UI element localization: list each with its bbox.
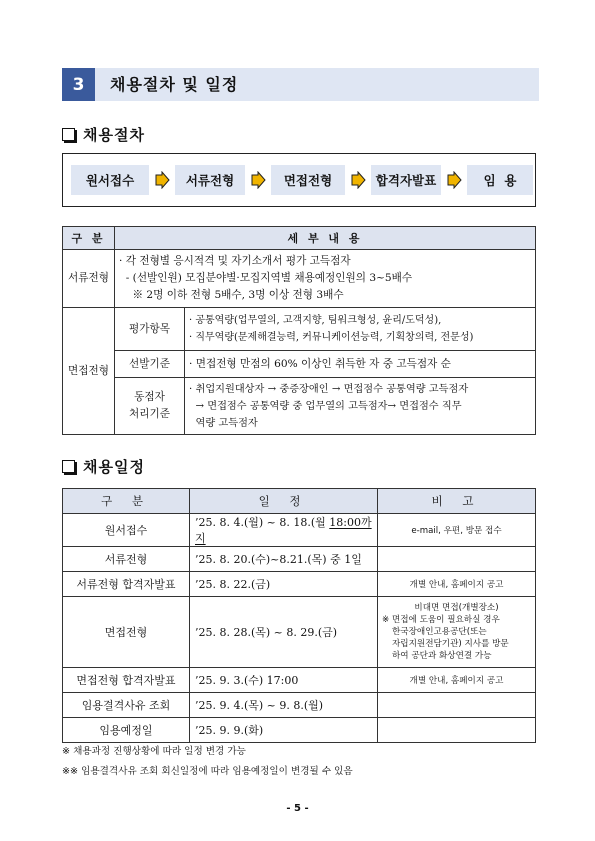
table-row: [63, 693, 536, 718]
schedule-date: ’25. 9. 4.(목) ~ 9. 8.(월): [190, 693, 378, 718]
table-row: [63, 718, 536, 743]
section-header: [62, 68, 539, 101]
schedule-note: 개별 안내, 홈페이지 공고: [378, 668, 536, 693]
table-header: 세 부 내 용: [115, 227, 536, 250]
schedule-item: 서류전형 합격자발표: [63, 572, 190, 597]
table-header-row: [63, 489, 536, 514]
table-row: [63, 308, 536, 351]
schedule-item: 임용결격사유 조회: [63, 693, 190, 718]
checkbox-square-icon: [62, 460, 75, 473]
flow-step: 면접전형: [271, 165, 345, 195]
row-label: 면접전형: [63, 308, 115, 435]
row-label: 서류전형: [63, 250, 115, 308]
schedule-date: ’25. 8. 28.(목) ~ 8. 29.(금): [190, 597, 378, 668]
schedule-date: ’25. 8. 4.(월) ~ 8. 18.(월 18:00까지: [190, 514, 378, 547]
table-row: [63, 668, 536, 693]
table-header: 비 고: [378, 489, 536, 514]
schedule-heading: [62, 456, 145, 477]
schedule-note: 비대면 면접(개별장소) ※ 면접에 도움이 필요하실 경우 한국장애인고용공단(또는 자립지원전담기관) 지사를 방문 하여 공단과 화상연결 가능: [378, 597, 536, 668]
table-header-row: [63, 227, 536, 250]
table-row: [63, 514, 536, 547]
schedule-item: 원서접수: [63, 514, 190, 547]
row-sublabel: 동점자 처리기준: [115, 378, 185, 435]
arrow-right-icon: [441, 171, 467, 189]
schedule-note: [378, 718, 536, 743]
schedule-item: 면접전형 합격자발표: [63, 668, 190, 693]
schedule-date: ’25. 9. 3.(수) 17:00: [190, 668, 378, 693]
checkbox-square-icon: [62, 128, 75, 141]
table-row: [63, 250, 536, 308]
table-header: 일 정: [190, 489, 378, 514]
schedule-date: ’25. 8. 20.(수)~8.21.(목) 중 1일: [190, 547, 378, 572]
schedule-note: e-mail, 우편, 방문 접수: [378, 514, 536, 547]
row-content: · 면접전형 만점의 60% 이상인 취득한 자 중 고득점자 순: [185, 351, 536, 378]
row-content: · 취업지원대상자 → 중증장애인 → 면접점수 공통역량 고득점자 → 면접점수 공통역량 중 업무열의 고득점자→ 면접점수 직무 역량 고득점자: [185, 378, 536, 435]
schedule-note: 개별 안내, 홈페이지 공고: [378, 572, 536, 597]
procedure-heading: [62, 124, 145, 145]
table-row: [63, 351, 536, 378]
footnote: ※※ 임용결격사유 조회 회신일정에 따라 임용예정일이 변경될 수 있음: [62, 766, 353, 777]
section-number: 3: [62, 68, 95, 101]
schedule-item: 면접전형: [63, 597, 190, 668]
table-header: 구 분: [63, 489, 190, 514]
schedule-note: [378, 547, 536, 572]
schedule-note: [378, 693, 536, 718]
footnote: ※ 채용과정 진행상황에 따라 일정 변경 가능: [62, 746, 246, 757]
arrow-right-icon: [345, 171, 371, 189]
table-header: 구 분: [63, 227, 115, 250]
procedure-flow: [62, 153, 536, 207]
schedule-heading-text: 채용일정: [83, 458, 145, 476]
procedure-heading-text: 채용절차: [83, 126, 145, 144]
page-number: - 5 -: [286, 803, 309, 814]
flow-step: 서류전형: [175, 165, 245, 195]
flow-step: 임 용: [467, 165, 533, 195]
procedure-table: [62, 226, 536, 435]
flow-step: 원서접수: [71, 165, 149, 195]
table-row: [63, 378, 536, 435]
schedule-table: [62, 488, 536, 743]
arrow-right-icon: [245, 171, 271, 189]
row-sublabel: 평가항목: [115, 308, 185, 351]
schedule-date: ’25. 8. 22.(금): [190, 572, 378, 597]
table-row: [63, 572, 536, 597]
schedule-item: 임용예정일: [63, 718, 190, 743]
row-content: · 공통역량(업무열의, 고객지향, 팀워크형성, 윤리/도덕성), · 직무역량(문제해결능력, 커뮤니케이션능력, 기획창의력, 전문성): [185, 308, 536, 351]
table-row: [63, 597, 536, 668]
arrow-right-icon: [149, 171, 175, 189]
flow-step: 합격자발표: [371, 165, 441, 195]
row-sublabel: 선발기준: [115, 351, 185, 378]
section-title: 채용절차 및 일정: [110, 75, 239, 94]
schedule-date: ’25. 9. 9.(화): [190, 718, 378, 743]
row-content: · 각 전형별 응시적격 및 자기소개서 평가 고득점자 - (선발인원) 모집분야별·모집지역별 채용예정인원의 3~5배수 ※ 2명 이하 전형 5배수, 3명 이상 전형 3배수: [115, 250, 536, 308]
table-row: [63, 547, 536, 572]
schedule-item: 서류전형: [63, 547, 190, 572]
